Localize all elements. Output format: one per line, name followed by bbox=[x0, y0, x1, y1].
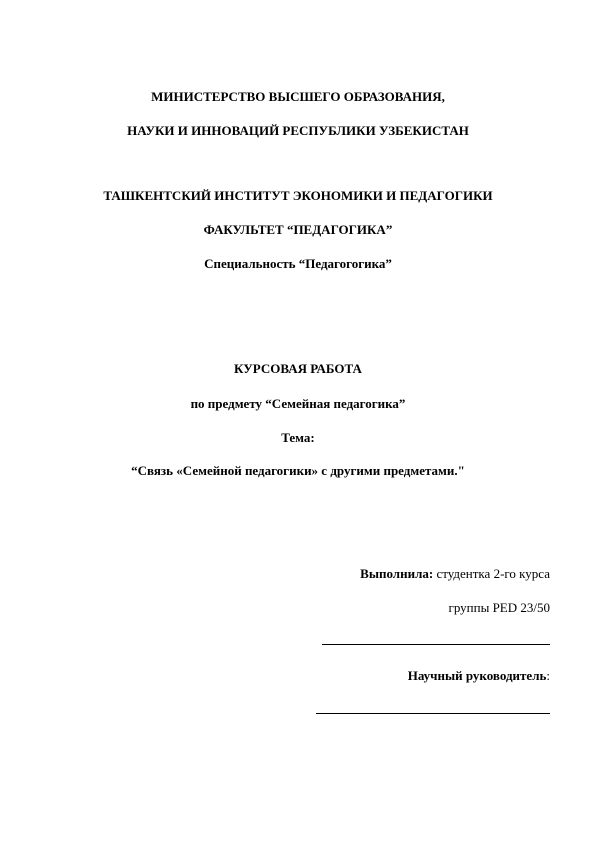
work-type: КУРСОВАЯ РАБОТА bbox=[234, 361, 362, 376]
work-subject: по предмету “Семейная педагогика” bbox=[190, 396, 406, 411]
supervisor-colon: : bbox=[546, 668, 550, 683]
topic-title: “Связь «Семейной педагогики» с другими предметами." bbox=[131, 463, 465, 478]
author-label: Выполнила: bbox=[360, 566, 434, 581]
specialty-name: Специальность “Педагогогика” bbox=[204, 256, 392, 271]
supervisor-line bbox=[408, 668, 550, 684]
author-line bbox=[360, 566, 550, 582]
institute-name: ТАШКЕНТСКИЙ ИНСТИТУТ ЭКОНОМИКИ И ПЕДАГОГИКИ bbox=[103, 188, 493, 203]
group-line: группы PED 23/50 bbox=[448, 600, 550, 615]
author-value: студентка 2-го курса bbox=[433, 566, 550, 581]
faculty-name: ФАКУЛЬТЕТ “ПЕДАГОГИКА” bbox=[203, 222, 393, 237]
supervisor-label: Научный руководитель bbox=[407, 668, 547, 683]
topic-label: Тема: bbox=[281, 430, 315, 445]
author-signature-line bbox=[322, 644, 550, 645]
ministry-line-2: НАУКИ И ИННОВАЦИЙ РЕСПУБЛИКИ УЗБЕКИСТАН bbox=[127, 123, 469, 138]
supervisor-signature-line bbox=[316, 713, 550, 714]
ministry-line-1: МИНИСТЕРСТВО ВЫСШЕГО ОБРАЗОВАНИЯ, bbox=[151, 89, 445, 104]
